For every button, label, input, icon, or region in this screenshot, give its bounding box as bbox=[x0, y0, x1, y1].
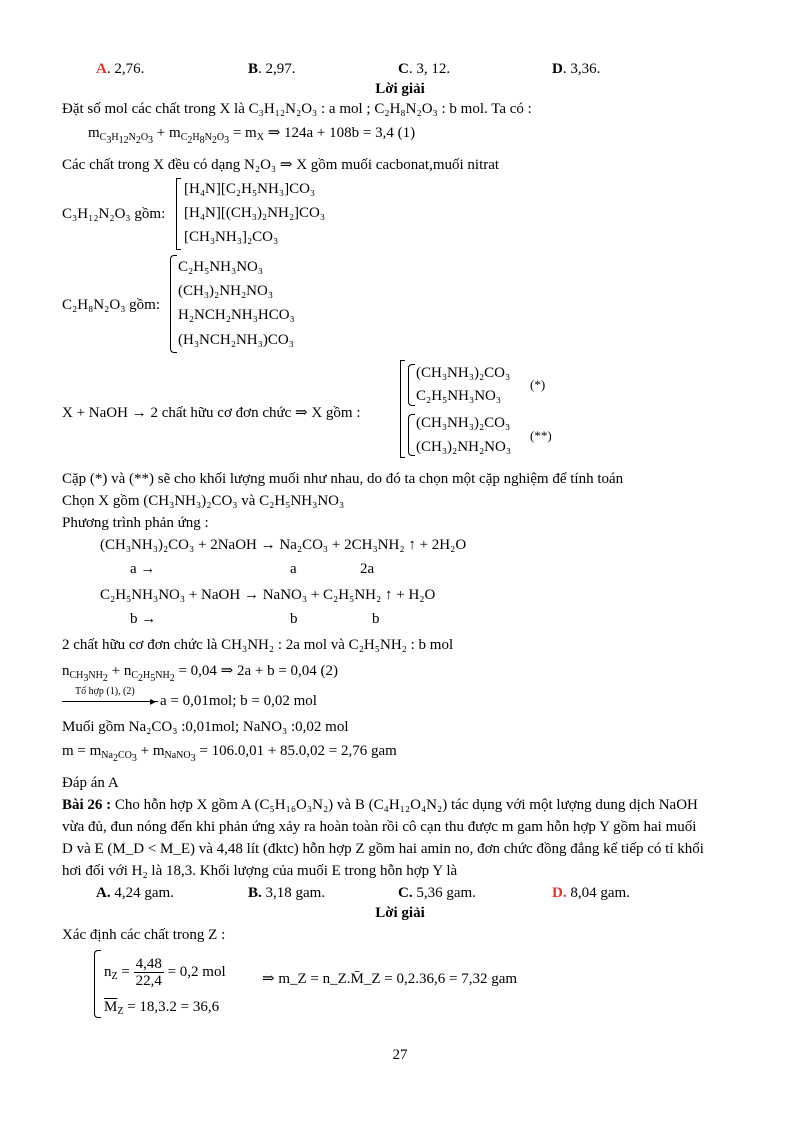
problem-line-2: vừa đủ, đun nóng đến khi phản ứng xảy ra hoàn toàn rồi cô cạn thu được m gam hỗn hợp Y gồm hai muối bbox=[62, 819, 697, 835]
option2-d bbox=[552, 884, 630, 902]
c3-item-2: [H₄N][(CH₃)₂NH₂]CO₃ bbox=[184, 205, 326, 221]
rx2-mol-nano3: b bbox=[290, 611, 298, 627]
c3-item-1: [H₄N][C₂H₅NH₃]CO₃ bbox=[184, 181, 316, 197]
nz-numerator: 4,48 bbox=[135, 956, 162, 972]
reaction-1: (CH₃NH₃)₂CO₃ + 2NaOH → Na₂CO₃ + 2CH₃NH₂ ↑ + 2H₂O bbox=[100, 537, 467, 553]
option2-c bbox=[398, 884, 476, 902]
problem-text-1: Cho hỗn hợp X gồm A (C₅H₁₆O₃N₂) và B (C₄H₁₂O₄N₂) tác dụng với một lượng dung dịch NaOH bbox=[111, 797, 698, 813]
option-c-letter: C bbox=[398, 61, 409, 77]
rx2-mol-amine: b bbox=[372, 611, 380, 627]
option2-b-letter: B. bbox=[248, 885, 262, 901]
combine-arrowhead: ▸ bbox=[150, 694, 157, 708]
rx1-mol-amine: 2a bbox=[360, 561, 375, 577]
pair1-item-2: C₂H₅NH₃NO₃ bbox=[416, 388, 502, 404]
option2-b-text: 3,18 gam. bbox=[261, 885, 326, 901]
option-a-letter: A bbox=[96, 61, 107, 77]
eq2-text: = 0,04 ⇒ 2a + b = 0,04 (2) bbox=[178, 663, 339, 679]
rx2-mol-b: b → bbox=[130, 611, 157, 627]
c2-item-1: C₂H₅NH₃NO₃ bbox=[178, 259, 264, 275]
salts-line: Muối gồm Na₂CO₃ :0,01mol; NaNO₃ :0,02 mol bbox=[62, 719, 349, 735]
c2-label: C₂H₈N₂O₃ gồm: bbox=[62, 297, 161, 313]
solution-heading-2: Lời giải bbox=[375, 905, 425, 921]
option-d bbox=[552, 60, 600, 78]
c2-item-4: (H₃NCH₂NH₃)CO₃ bbox=[178, 332, 294, 348]
mass-line: $m = m_{Na_2CO_3} + m_{NaNO_3} = 106.0,01 + 85.0,02 = 2,76$ gam bbox=[62, 743, 397, 764]
nz-fraction bbox=[134, 956, 164, 989]
c3-item-3: [CH₃NH₃]₂CO₃ bbox=[184, 229, 279, 245]
combine-label: Tổ hợp (1), (2) bbox=[75, 686, 135, 697]
option2-c-text: 5,36 gam. bbox=[412, 885, 476, 901]
answer-line: Đáp án A bbox=[62, 775, 119, 791]
mz-bar-value: = 18,3.2 = 36,6 bbox=[127, 999, 220, 1015]
mass-line-text: = 106.0,01 + 85.0,02 = 2,76 gam bbox=[199, 743, 397, 759]
option-b-letter: B bbox=[248, 61, 259, 77]
pair2-brace bbox=[408, 414, 415, 456]
combine-result: a = 0,01mol; b = 0,02 mol bbox=[160, 693, 317, 709]
c3-label: C₃H₁₂N₂O₃ gồm: bbox=[62, 206, 166, 222]
combine-arrow bbox=[62, 701, 158, 702]
option2-d-letter: D. bbox=[552, 885, 567, 901]
option2-c-letter: C. bbox=[398, 885, 413, 901]
mass-equation-1: $m_{C_3H_{12}N_2O_3} + m_{C_2H_8N_2O_3} = m_X$ ⇒ 124a + 108b = 3,4 (1) bbox=[88, 125, 416, 146]
pair1-item-1: (CH₃NH₃)₂CO₃ bbox=[416, 365, 511, 381]
intro-line: Đặt số mol các chất trong X là C₃H₁₂N₂O₃ : a mol ; C₂H₈N₂O₃ : b mol. Ta có : bbox=[62, 101, 532, 117]
c2-item-3: H₂NCH₂NH₃HCO₃ bbox=[178, 307, 295, 323]
option-b-text: . 2,97. bbox=[258, 61, 296, 77]
rx1-mol-na2co3: a bbox=[290, 561, 297, 577]
c2-item-2: (CH₃)₂NH₂NO₃ bbox=[178, 283, 274, 299]
pair2-tag: (**) bbox=[530, 428, 552, 443]
option2-b bbox=[248, 884, 325, 902]
problem-line-4: hơi đối với H₂ là 18,3. Khối lượng của muối E trong hỗn hợp Y là bbox=[62, 863, 458, 879]
option-c bbox=[398, 60, 450, 78]
nz-equation: $n_Z$ = $\frac{4,48}{22,4}$ = 0,2 mol bbox=[104, 956, 226, 989]
option-a-text: . 2,76. bbox=[106, 61, 145, 77]
reaction-2: C₂H₅NH₃NO₃ + NaOH → NaNO₃ + C₂H₅NH₂ ↑ + H₂O bbox=[100, 587, 436, 603]
nz-denominator: 22,4 bbox=[135, 973, 162, 989]
pairs-bracket bbox=[400, 360, 405, 458]
option-c-text: . 3, 12. bbox=[408, 61, 451, 77]
mol-equation-2: $n_{CH_3NH_2} + n_{C_2H_5NH_2} = 0,04$ ⇒ 2a + b = 0,04 (2) bbox=[62, 663, 339, 684]
page-number: 27 bbox=[392, 1047, 408, 1063]
c3-bracket bbox=[176, 178, 181, 250]
problem-line-3: D và E (M_D < M_E) và 4,48 lít (đktc) hỗn hợp Z gồm hai amin no, đơn chức đồng đẳng kế tiếp có tỉ khối bbox=[62, 841, 704, 857]
option-d-text: . 3,36. bbox=[562, 61, 601, 77]
z-brace bbox=[94, 950, 101, 1018]
reaction-heading: Phương trình phản ứng : bbox=[62, 515, 209, 531]
x-naoh-line: X + NaOH → 2 chất hữu cơ đơn chức ⇒ X gồm : bbox=[62, 405, 361, 421]
mz-bar-equation: $\overline{M}_Z = 18,3.2 = 36,6$ bbox=[104, 999, 220, 1017]
pair2-item-1: (CH₃NH₃)₂CO₃ bbox=[416, 415, 511, 431]
pair1-brace bbox=[408, 364, 415, 406]
problem-line-1 bbox=[62, 796, 698, 814]
nz-value: = 0,2 mol bbox=[167, 963, 226, 980]
problem-label: Bài 26 : bbox=[62, 797, 112, 813]
pair2-item-2: (CH₃)₂NH₂NO₃ bbox=[416, 439, 512, 455]
choose-line: Chọn X gồm (CH₃NH₃)₂CO₃ và C₂H₅NH₃NO₃ bbox=[62, 493, 345, 509]
rx1-mol-a: a → bbox=[130, 561, 156, 577]
option2-a bbox=[96, 884, 174, 902]
option-a bbox=[96, 60, 144, 78]
eq1-text: ⇒ 124a + 108b = 3,4 (1) bbox=[267, 125, 416, 141]
pair1-tag: (*) bbox=[530, 377, 546, 392]
c2-brace bbox=[170, 255, 177, 353]
option2-d-text: 8,04 gam. bbox=[566, 885, 630, 901]
pair-note: Cặp (*) và (**) sẽ cho khối lượng muối như nhau, do đó ta chọn một cặp nghiệm để tính toán bbox=[62, 471, 624, 487]
solution-heading: Lời giải bbox=[375, 81, 425, 97]
option2-a-text: 4,24 gam. bbox=[110, 885, 174, 901]
option2-a-letter: A. bbox=[96, 885, 111, 901]
z-line: Xác định các chất trong Z : bbox=[62, 927, 226, 943]
option-b bbox=[248, 60, 296, 78]
amines-line: 2 chất hữu cơ đơn chức là CH₃NH₂ : 2a mol và C₂H₅NH₂ : b mol bbox=[62, 637, 454, 653]
forms-line: Các chất trong X đều có dạng N₂O₃ ⇒ X gồm muối cacbonat,muối nitrat bbox=[62, 157, 500, 173]
mz-result: ⇒ m_Z = n_Z.M̄_Z = 0,2.36,6 = 7,32 gam bbox=[262, 971, 518, 987]
option-d-letter: D bbox=[552, 61, 563, 77]
